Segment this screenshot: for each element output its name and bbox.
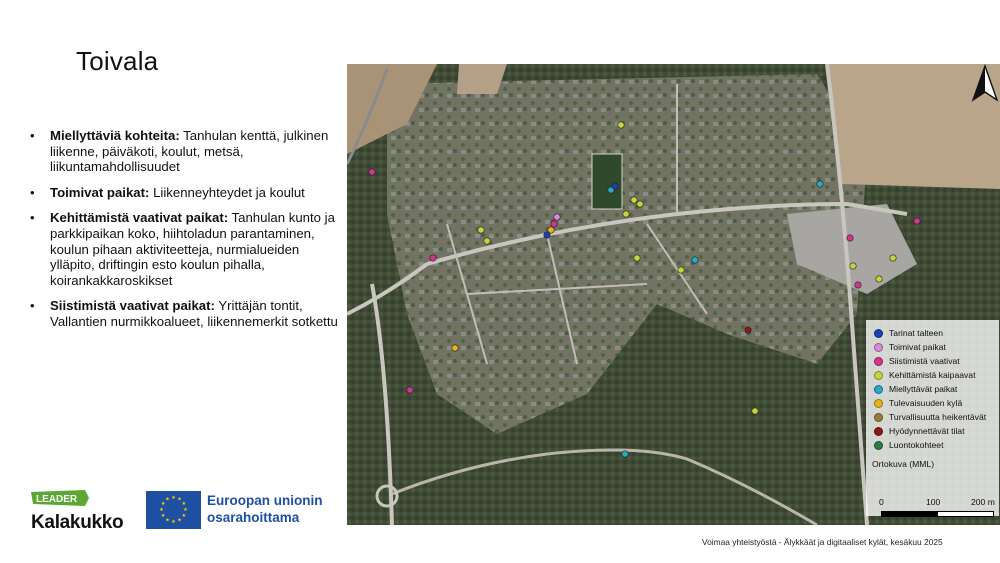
svg-text:★: ★ bbox=[177, 517, 182, 524]
map-marker[interactable] bbox=[745, 327, 751, 333]
map-marker[interactable] bbox=[407, 387, 413, 393]
bullet-item bbox=[30, 128, 345, 175]
bullet-heading: Kehittämistä vaativat paikat: bbox=[50, 210, 229, 226]
legend-label: Miellyttävät paikat bbox=[889, 384, 958, 394]
bullet-text: Liikenneyhteydet ja koulut bbox=[149, 184, 305, 200]
eu-flag-icon bbox=[146, 491, 201, 529]
eu-text-line: osarahoittama bbox=[207, 510, 300, 525]
svg-text:★: ★ bbox=[165, 496, 170, 503]
legend-swatch bbox=[874, 399, 883, 408]
svg-text:★: ★ bbox=[171, 519, 176, 525]
svg-text:★: ★ bbox=[177, 496, 182, 503]
map-marker[interactable] bbox=[752, 408, 758, 414]
legend-label: Tarinat talteen bbox=[889, 328, 943, 338]
bullet-item bbox=[30, 210, 345, 288]
bullet-list bbox=[30, 128, 345, 340]
map-marker[interactable] bbox=[430, 255, 436, 261]
map-marker[interactable] bbox=[890, 255, 896, 261]
scale-label: 100 bbox=[926, 497, 941, 507]
svg-text:★: ★ bbox=[181, 513, 187, 519]
map-marker[interactable] bbox=[452, 345, 458, 351]
legend-swatch bbox=[874, 427, 883, 436]
map-marker[interactable] bbox=[484, 238, 490, 244]
map-marker[interactable] bbox=[478, 227, 484, 233]
legend-label: Toimivat paikat bbox=[889, 342, 946, 352]
svg-text:★: ★ bbox=[171, 495, 176, 501]
bullet-heading: Siistimistä vaativat paikat: bbox=[50, 298, 215, 314]
map-marker[interactable] bbox=[876, 276, 882, 282]
map-marker[interactable] bbox=[847, 235, 853, 241]
bullet-text: Yrittäjän tontit, Vallantien nurmikkoalueet, liikennemerkit sotkettu bbox=[50, 298, 338, 329]
bullet-text: Tanhulan kenttä, julkinen liikenne, päiväkoti, koulut, metsä, liikuntamahdollisuudet bbox=[50, 128, 329, 175]
legend-item bbox=[874, 439, 943, 451]
svg-text:★: ★ bbox=[160, 501, 166, 507]
map-marker[interactable] bbox=[634, 255, 640, 261]
legend-swatch bbox=[874, 371, 883, 380]
legend-swatch bbox=[874, 441, 883, 450]
map-marker[interactable] bbox=[612, 183, 618, 189]
map-marker[interactable] bbox=[618, 122, 624, 128]
map-marker[interactable] bbox=[551, 221, 557, 227]
slide-title: Toivala bbox=[76, 46, 159, 76]
map-credit: Ortokuva (MML) bbox=[872, 459, 935, 469]
legend-item bbox=[874, 397, 962, 409]
svg-text:★: ★ bbox=[165, 517, 170, 524]
svg-text:★: ★ bbox=[183, 507, 188, 513]
bullet-item bbox=[30, 185, 345, 201]
legend-label: Luontokohteet bbox=[889, 440, 944, 450]
legend-label: Tulevaisuuden kylä bbox=[889, 398, 963, 408]
map-marker[interactable] bbox=[631, 197, 637, 203]
legend-item bbox=[874, 341, 946, 353]
svg-text:★: ★ bbox=[181, 501, 187, 507]
legend-swatch bbox=[874, 329, 883, 338]
eu-text-line: Euroopan unionin bbox=[207, 493, 323, 508]
legend-item bbox=[874, 383, 957, 395]
leader-group-name: Kalakukko bbox=[31, 512, 124, 533]
slide-footer: Voimaa yhteistyöstä - Älykkäät ja digitaaliset kylät, kesäkuu 2025 bbox=[702, 537, 943, 547]
legend-label: Turvallisuutta heikentävät bbox=[889, 412, 987, 422]
scale-label: 200 m bbox=[971, 497, 995, 507]
map-legend bbox=[866, 320, 999, 516]
map-marker[interactable] bbox=[369, 169, 375, 175]
north-arrow-icon bbox=[970, 64, 1000, 104]
scale-graphic bbox=[881, 511, 994, 517]
map-marker[interactable] bbox=[850, 263, 856, 269]
scale-bar bbox=[879, 497, 999, 521]
legend-item bbox=[874, 355, 960, 367]
eu-funding-text bbox=[207, 492, 322, 526]
legend-item bbox=[874, 411, 986, 423]
legend-label: Hyödynnettävät tilat bbox=[889, 426, 965, 436]
map-marker[interactable] bbox=[914, 218, 920, 224]
bullet-text: Tanhulan kunto ja parkkipaikan koko, hiihtoladun parantaminen, koulun pihaan aktiviteetteja, nurmialueiden ylläpito, driftingin esto koulun pihalla, koirankakkaroskikset bbox=[50, 210, 335, 288]
map-marker[interactable] bbox=[817, 181, 823, 187]
svg-text:★: ★ bbox=[159, 507, 164, 513]
map-marker[interactable] bbox=[622, 451, 628, 457]
map-marker[interactable] bbox=[678, 267, 684, 273]
legend-swatch bbox=[874, 343, 883, 352]
map-marker[interactable] bbox=[692, 257, 698, 263]
legend-item bbox=[874, 369, 975, 381]
map-marker[interactable] bbox=[855, 282, 861, 288]
legend-label: Kehittämistä kaipaavat bbox=[889, 370, 976, 380]
svg-text:LEADER: LEADER bbox=[36, 494, 78, 505]
scale-label: 0 bbox=[879, 497, 884, 507]
legend-swatch bbox=[874, 357, 883, 366]
legend-swatch bbox=[874, 385, 883, 394]
leader-logo bbox=[31, 490, 89, 506]
map-marker[interactable] bbox=[554, 214, 560, 220]
map-marker[interactable] bbox=[637, 201, 643, 207]
bullet-heading: Toimivat paikat: bbox=[50, 184, 150, 200]
map-marker[interactable] bbox=[623, 211, 629, 217]
bullet-heading: Miellyttäviä kohteita: bbox=[50, 128, 180, 143]
legend-item bbox=[874, 327, 943, 339]
bullet-item bbox=[30, 298, 345, 329]
svg-text:★: ★ bbox=[160, 513, 166, 519]
legend-item bbox=[874, 425, 964, 437]
legend-label: Siistimistä vaativat bbox=[889, 356, 960, 366]
map-marker[interactable] bbox=[544, 232, 550, 238]
legend-swatch bbox=[874, 413, 883, 422]
